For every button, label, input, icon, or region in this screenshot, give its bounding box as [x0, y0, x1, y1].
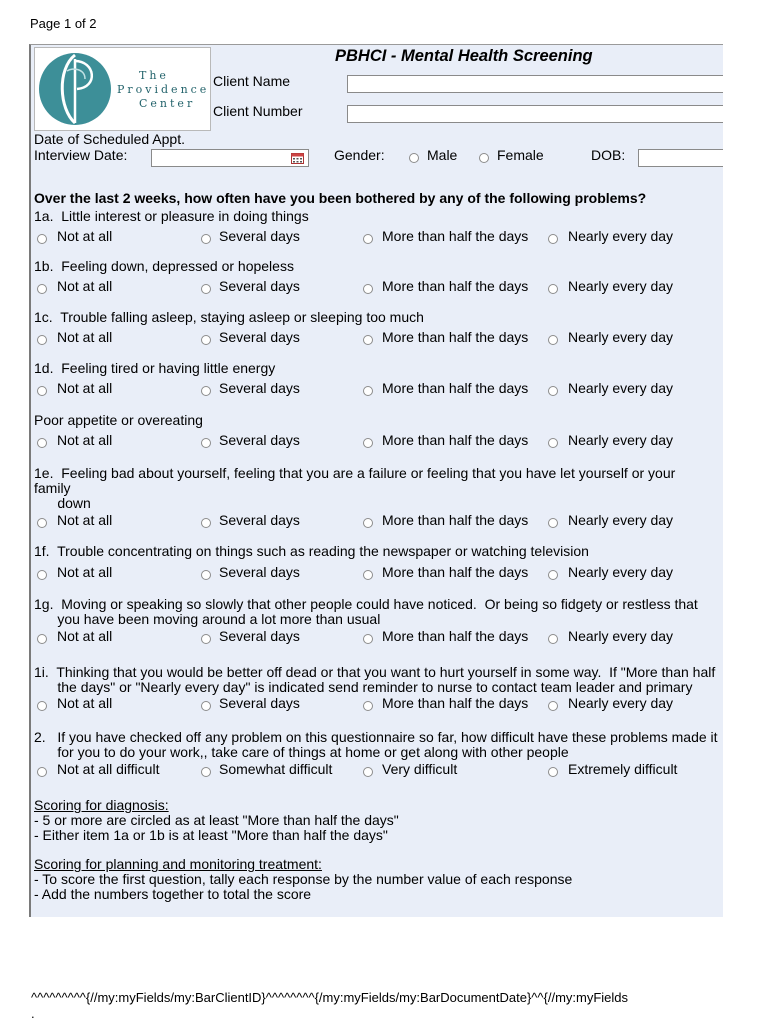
answer-label: Not at all — [57, 512, 113, 528]
difficulty-radio[interactable] — [201, 767, 211, 777]
question-text — [34, 413, 203, 428]
questions-heading: Over the last 2 weeks, how often have you been bothered by any of the following problems? — [34, 190, 647, 206]
answer-label: More than half the days — [382, 695, 529, 711]
answer-label: Nearly every day — [568, 628, 674, 644]
question-line: the days" or "Nearly every day" is indicated send reminder to nurse to contact team leader and primary — [34, 679, 693, 695]
question-line: down — [34, 495, 91, 511]
answer-label: Not at all — [57, 329, 113, 345]
question-text — [34, 466, 675, 511]
difficulty-radio[interactable] — [548, 767, 558, 777]
scoring-planning-heading: Scoring for planning and monitoring treatment: — [34, 856, 322, 872]
answer-label: Several days — [219, 512, 300, 528]
question-text — [34, 209, 309, 224]
answer-radio[interactable] — [548, 234, 558, 244]
interview-date-input[interactable] — [151, 149, 309, 167]
answer-radio[interactable] — [201, 284, 211, 294]
question-line: 1c. Trouble falling asleep, staying asleep or sleeping too much — [34, 309, 424, 325]
question-line: 1e. Feeling bad about yourself, feeling that you are a failure or feeling that you have let yourself or your — [34, 465, 676, 481]
question-text — [34, 665, 715, 695]
answer-radio[interactable] — [201, 438, 211, 448]
answer-label: More than half the days — [382, 380, 529, 396]
question-text — [34, 310, 424, 325]
answer-radio[interactable] — [363, 335, 373, 345]
answer-radio[interactable] — [363, 518, 373, 528]
logo-text — [117, 69, 209, 111]
answer-label: Several days — [219, 278, 300, 294]
logo-line-3: Center — [139, 97, 196, 110]
question-text — [34, 597, 698, 627]
answer-label: Nearly every day — [568, 432, 674, 448]
question-line: 1i. Thinking that you would be better off dead or that you want to hurt yourself in some way. If "More than half — [34, 664, 716, 680]
form-title: PBHCI - Mental Health Screening — [335, 47, 593, 65]
difficulty-label: Very difficult — [382, 761, 458, 777]
answer-radio[interactable] — [548, 634, 558, 644]
answer-label: Not at all — [57, 380, 113, 396]
scoring-diagnosis-item: - 5 or more are circled as at least "More than half the days" — [34, 812, 399, 828]
providence-center-logo — [34, 47, 211, 131]
answer-label: Several days — [219, 564, 300, 580]
answer-radio[interactable] — [363, 570, 373, 580]
question-line: 1b. Feeling down, depressed or hopeless — [34, 258, 294, 274]
answer-radio[interactable] — [201, 701, 211, 711]
answer-label: More than half the days — [382, 278, 529, 294]
page-number: Page 1 of 2 — [30, 16, 97, 31]
answer-radio[interactable] — [37, 284, 47, 294]
answer-label: Nearly every day — [568, 695, 674, 711]
question-line: 1a. Little interest or pleasure in doing things — [34, 208, 309, 224]
answer-label: Several days — [219, 628, 300, 644]
answer-label: Several days — [219, 432, 300, 448]
answer-label: Nearly every day — [568, 564, 674, 580]
dob-input[interactable] — [638, 149, 723, 167]
question-text — [34, 259, 294, 274]
answer-radio[interactable] — [201, 386, 211, 396]
difficulty-label: Extremely difficult — [568, 761, 678, 777]
client-number-label: Client Number — [213, 103, 303, 119]
answer-label: Not at all — [57, 628, 113, 644]
answer-label: Several days — [219, 329, 300, 345]
interview-date-label: Interview Date: — [34, 147, 128, 163]
client-name-label: Client Name — [213, 73, 291, 89]
question-line: family — [34, 480, 71, 496]
difficulty-label: Not at all difficult — [57, 761, 160, 777]
scoring-planning — [34, 857, 572, 902]
footer-dot: . — [31, 1006, 35, 1021]
question-text — [34, 361, 275, 376]
answer-label: Nearly every day — [568, 228, 674, 244]
dob-label: DOB: — [591, 147, 626, 163]
answer-radio[interactable] — [548, 335, 558, 345]
answer-radio[interactable] — [201, 234, 211, 244]
calendar-icon[interactable] — [291, 153, 304, 164]
difficulty-radio[interactable] — [37, 767, 47, 777]
scoring-diagnosis-item: - Either item 1a or 1b is at least "More than half the days" — [34, 827, 388, 843]
answer-radio[interactable] — [37, 234, 47, 244]
answer-radio[interactable] — [548, 570, 558, 580]
answer-label: Not at all — [57, 564, 113, 580]
answer-label: More than half the days — [382, 512, 529, 528]
answer-radio[interactable] — [37, 634, 47, 644]
answer-radio[interactable] — [37, 570, 47, 580]
answer-radio[interactable] — [363, 701, 373, 711]
answer-radio[interactable] — [548, 701, 558, 711]
answer-label: Several days — [219, 228, 300, 244]
answer-radio[interactable] — [363, 284, 373, 294]
difficulty-radio[interactable] — [363, 767, 373, 777]
answer-radio[interactable] — [548, 386, 558, 396]
scheduled-appt-label: Date of Scheduled Appt. — [34, 131, 185, 147]
logo-icon — [37, 49, 117, 129]
answer-label: Not at all — [57, 432, 113, 448]
answer-label: More than half the days — [382, 432, 529, 448]
gender-male-label: Male — [427, 147, 458, 163]
answer-radio[interactable] — [363, 386, 373, 396]
client-name-input[interactable] — [347, 75, 723, 93]
answer-radio[interactable] — [37, 438, 47, 448]
question-line: 1d. Feeling tired or having little energy — [34, 360, 276, 376]
scoring-diagnosis — [34, 798, 399, 843]
answer-radio[interactable] — [363, 438, 373, 448]
question-line: for you to do your work,, take care of things at home or get along with other people — [34, 744, 569, 760]
question-line: 2. If you have checked off any problem on this questionnaire so far, how difficult have these problems made it — [34, 729, 718, 745]
question-text — [34, 544, 589, 559]
answer-radio[interactable] — [37, 701, 47, 711]
answer-label: More than half the days — [382, 329, 529, 345]
question-line: Poor appetite or overeating — [34, 412, 203, 428]
difficulty-label: Somewhat difficult — [219, 761, 333, 777]
answer-radio[interactable] — [201, 570, 211, 580]
answer-radio[interactable] — [548, 438, 558, 448]
answer-label: Nearly every day — [568, 380, 674, 396]
question-line: 1f. Trouble concentrating on things such as reading the newspaper or watching television — [34, 543, 589, 559]
answer-radio[interactable] — [37, 386, 47, 396]
logo-line-1: The — [139, 69, 169, 82]
logo-line-2: Providence — [117, 83, 210, 96]
gender-male-radio[interactable] — [409, 153, 419, 163]
answer-label: Not at all — [57, 228, 113, 244]
answer-label: Several days — [219, 380, 300, 396]
answer-label: Nearly every day — [568, 329, 674, 345]
question-2-text — [34, 730, 718, 760]
answer-radio[interactable] — [201, 634, 211, 644]
answer-radio[interactable] — [363, 234, 373, 244]
gender-female-radio[interactable] — [479, 153, 489, 163]
answer-label: Several days — [219, 695, 300, 711]
gender-female-label: Female — [497, 147, 544, 163]
answer-label: More than half the days — [382, 228, 529, 244]
footer-field-codes: ^^^^^^^^^{//my:myFields/my:BarClientID}^^^^^^^^{/my:myFields/my:BarDocumentDate}^^{//my:myFields — [31, 990, 629, 1005]
answer-radio[interactable] — [548, 518, 558, 528]
question-line: 1g. Moving or speaking so slowly that other people could have noticed. Or being so fidgety or restless that — [34, 596, 698, 612]
client-number-input[interactable] — [347, 105, 723, 123]
screening-form — [29, 44, 723, 917]
question-line: you have been moving around a lot more than usual — [34, 611, 381, 627]
scoring-planning-item: - To score the first question, tally each response by the number value of each response — [34, 871, 573, 887]
answer-radio[interactable] — [37, 335, 47, 345]
answer-label: Not at all — [57, 695, 113, 711]
answer-radio[interactable] — [201, 335, 211, 345]
scoring-diagnosis-heading: Scoring for diagnosis: — [34, 797, 169, 813]
gender-label: Gender: — [334, 147, 385, 163]
answer-label: Nearly every day — [568, 512, 674, 528]
answer-radio[interactable] — [37, 518, 47, 528]
answer-radio[interactable] — [363, 634, 373, 644]
answer-radio[interactable] — [201, 518, 211, 528]
answer-label: Not at all — [57, 278, 113, 294]
scoring-planning-item: - Add the numbers together to total the score — [34, 886, 312, 902]
answer-radio[interactable] — [548, 284, 558, 294]
answer-label: Nearly every day — [568, 278, 674, 294]
answer-label: More than half the days — [382, 564, 529, 580]
answer-label: More than half the days — [382, 628, 529, 644]
